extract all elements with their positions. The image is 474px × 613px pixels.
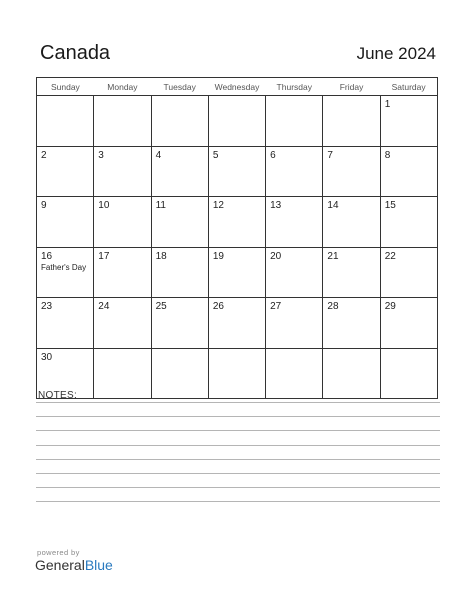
day-number: 5 xyxy=(212,149,219,161)
day-cell xyxy=(151,298,208,349)
note-line xyxy=(36,459,440,460)
day-cell xyxy=(94,96,151,147)
brand-logo xyxy=(35,557,113,573)
week-row xyxy=(37,96,438,147)
weekday-header-sunday: Sunday xyxy=(37,78,94,96)
month-year-title: June 2024 xyxy=(356,44,436,63)
note-line xyxy=(36,430,440,431)
day-cell xyxy=(208,146,265,197)
day-cell xyxy=(94,298,151,349)
day-number: 15 xyxy=(384,200,396,211)
day-cell xyxy=(151,96,208,147)
weekday-header-saturday: Saturday xyxy=(380,78,437,96)
country-title: Canada xyxy=(40,42,111,64)
day-number: 19 xyxy=(212,250,224,262)
day-cell xyxy=(266,348,323,399)
day-cell xyxy=(323,146,380,197)
powered-by-text: powered by xyxy=(37,548,80,557)
day-number: 24 xyxy=(98,301,110,312)
day-number: 3 xyxy=(98,149,104,161)
day-cell xyxy=(208,247,265,298)
brand-name-blue: Blue xyxy=(84,557,113,573)
notes-label: NOTES: xyxy=(38,390,78,401)
day-number: 14 xyxy=(327,200,339,211)
day-cell xyxy=(151,146,208,197)
note-line xyxy=(36,487,440,488)
day-number: 16 xyxy=(41,250,53,262)
note-line xyxy=(36,402,440,403)
day-number: 27 xyxy=(270,301,282,312)
day-number: 6 xyxy=(270,149,276,161)
day-number: 1 xyxy=(384,99,391,110)
day-cell xyxy=(323,348,380,399)
week-row xyxy=(37,197,438,248)
week-row xyxy=(37,247,438,298)
day-cell xyxy=(323,298,380,349)
note-line xyxy=(36,416,440,417)
note-line xyxy=(36,501,440,502)
day-cell xyxy=(208,197,265,248)
day-cell xyxy=(266,146,323,197)
day-cell xyxy=(266,298,323,349)
day-number: 29 xyxy=(384,301,396,312)
day-cell xyxy=(151,197,208,248)
day-number: 4 xyxy=(155,149,162,161)
day-cell xyxy=(37,146,94,197)
week-row xyxy=(37,146,438,197)
day-number: 10 xyxy=(98,200,110,211)
day-cell xyxy=(380,146,437,197)
day-cell xyxy=(94,197,151,248)
day-number: 18 xyxy=(155,250,167,262)
day-number: 12 xyxy=(212,200,224,211)
day-number: 25 xyxy=(155,301,167,312)
day-cell xyxy=(37,96,94,147)
brand-name-general: General xyxy=(35,557,85,573)
calendar-body xyxy=(37,96,438,399)
day-cell xyxy=(208,298,265,349)
day-number: 17 xyxy=(98,250,110,262)
day-cell xyxy=(266,197,323,248)
day-number: 7 xyxy=(327,149,333,161)
day-cell xyxy=(380,247,437,298)
day-cell xyxy=(380,197,437,248)
day-number: 20 xyxy=(270,250,282,262)
day-number: 30 xyxy=(41,351,53,363)
day-cell xyxy=(266,247,323,298)
weekday-header-monday: Monday xyxy=(94,78,151,96)
day-number: 13 xyxy=(270,200,282,211)
weekday-header-friday: Friday xyxy=(323,78,380,96)
day-cell xyxy=(380,96,437,147)
calendar-grid xyxy=(36,77,438,399)
day-number: 9 xyxy=(41,200,47,211)
day-number: 28 xyxy=(327,301,339,312)
day-cell xyxy=(94,348,151,399)
weekday-header-tuesday: Tuesday xyxy=(151,78,208,96)
week-row xyxy=(37,298,438,349)
day-cell xyxy=(208,348,265,399)
day-number: 23 xyxy=(41,301,53,312)
day-number: 21 xyxy=(327,250,339,262)
day-cell xyxy=(151,247,208,298)
note-line xyxy=(36,473,440,474)
day-cell xyxy=(323,247,380,298)
weekday-header-row xyxy=(37,78,438,96)
day-number: 11 xyxy=(155,200,166,211)
day-cell xyxy=(94,146,151,197)
weekday-header-thursday: Thursday xyxy=(266,78,323,96)
day-cell xyxy=(37,197,94,248)
day-cell xyxy=(208,96,265,147)
day-number: 22 xyxy=(384,250,396,262)
day-cell xyxy=(380,348,437,399)
day-cell xyxy=(323,96,380,147)
holiday-label: Father's Day xyxy=(41,262,87,272)
week-row xyxy=(37,348,438,399)
note-line xyxy=(36,445,440,446)
day-cell xyxy=(323,197,380,248)
day-cell xyxy=(266,96,323,147)
day-number: 26 xyxy=(212,301,224,312)
day-cell xyxy=(37,298,94,349)
day-cell xyxy=(151,348,208,399)
weekday-header-wednesday: Wednesday xyxy=(208,78,265,96)
day-number: 2 xyxy=(41,149,47,161)
day-cell xyxy=(380,298,437,349)
day-number: 8 xyxy=(384,149,391,161)
day-cell xyxy=(94,247,151,298)
day-cell xyxy=(37,247,94,298)
